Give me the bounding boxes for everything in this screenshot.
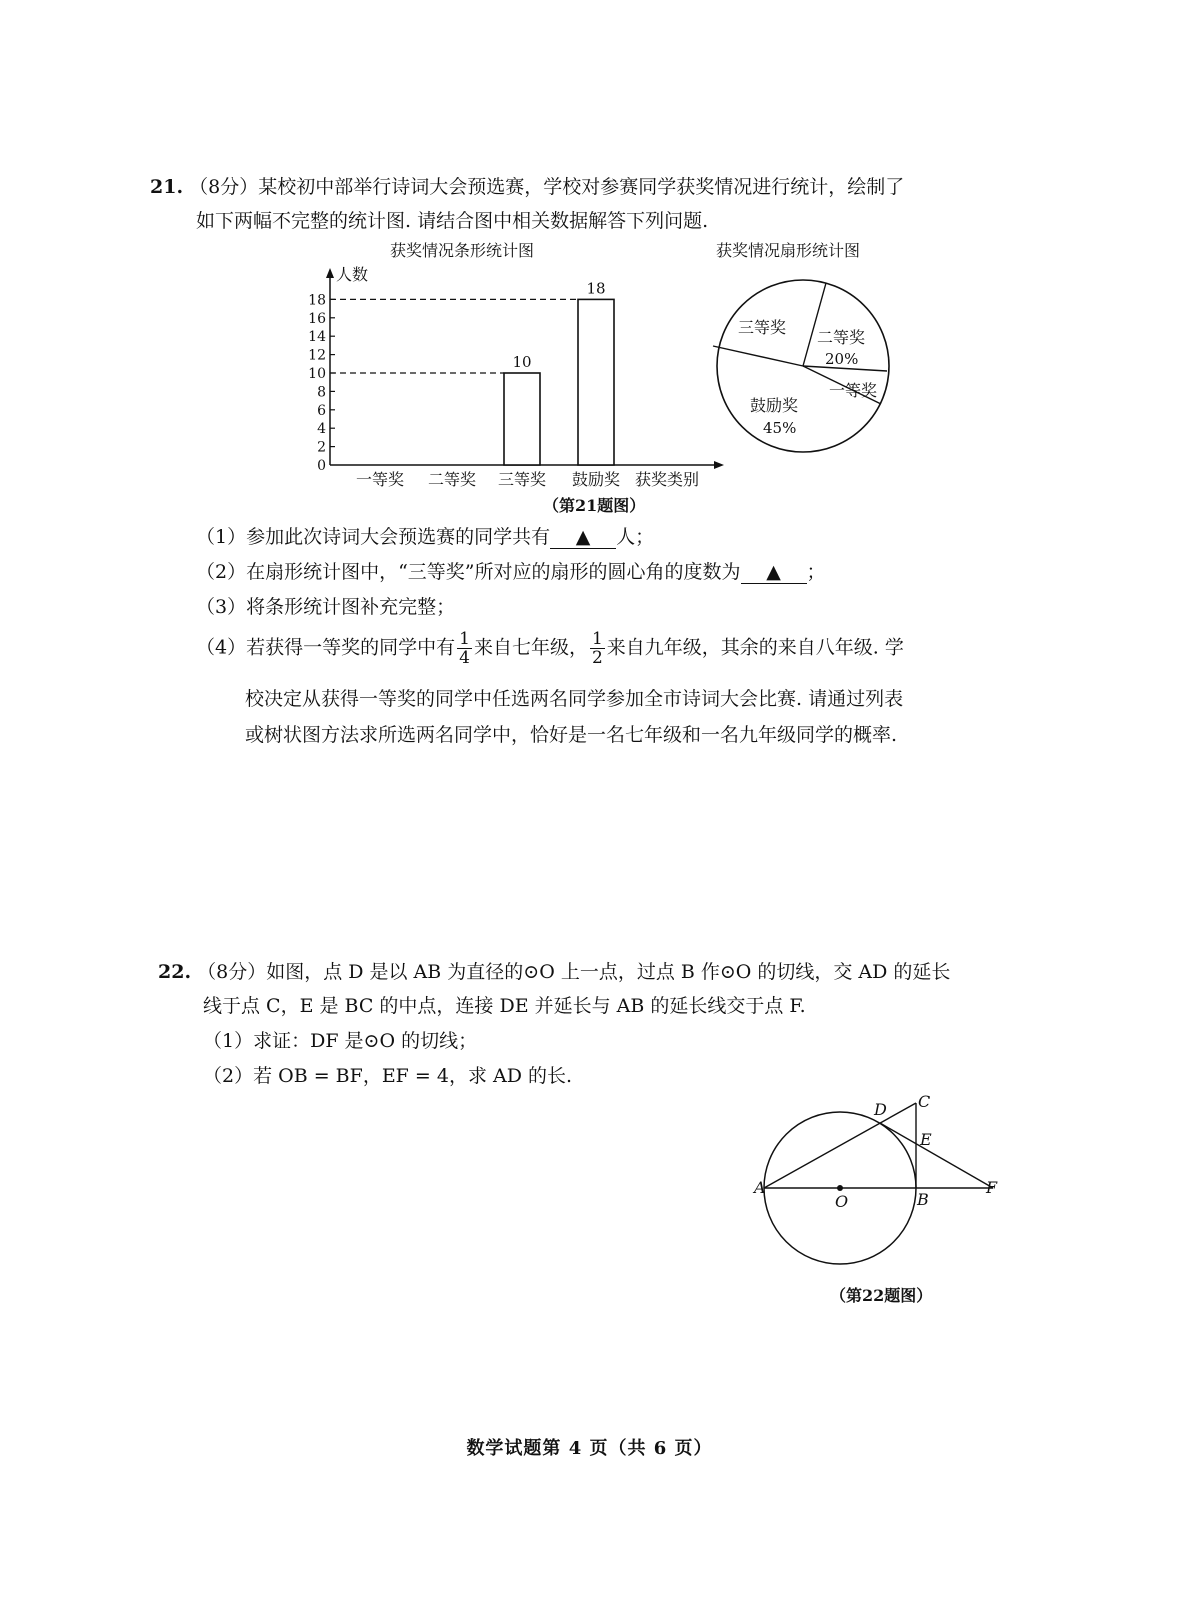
category-label: 三等奖: [497, 470, 547, 489]
q22-line1: 如图，点 D 是以 AB 为直径的⊙O 上一点，过点 B 作⊙O 的切线，交 AD 的延长: [266, 961, 951, 983]
geometry-figure: [750, 1085, 1010, 1285]
bar-鼓励奖: [578, 299, 614, 465]
y-tick-label: 6: [317, 402, 326, 419]
q21-sub4-label: （4）: [196, 636, 247, 659]
q22-sub1: [203, 1024, 477, 1058]
label-f: F: [986, 1178, 998, 1197]
fraction-one-half: $\frac{1}{2}$: [591, 629, 603, 668]
category-label: 鼓励奖: [571, 470, 621, 489]
q21-points: （8分）: [189, 176, 259, 198]
label-c: C: [918, 1092, 931, 1111]
pie-label-encourage: 鼓励奖: [750, 396, 799, 415]
y-tick-label: 16: [308, 310, 326, 327]
q21-sub2: [196, 555, 826, 589]
q22-figure-caption: （第22题图）: [830, 1286, 933, 1305]
q21-sub1-text: 参加此次诗词大会预选赛的同学共有: [246, 526, 551, 548]
q21-intro: [150, 170, 1020, 204]
bar-chart-yticks: [308, 292, 335, 474]
q21-sub4-text-a: 若获得一等奖的同学中有: [246, 636, 456, 659]
pie-pct-encourage: 45%: [763, 419, 797, 437]
y-tick-label: 10: [308, 366, 326, 382]
q22-sub1-label: （1）: [203, 1030, 254, 1052]
label-e: E: [920, 1130, 932, 1149]
q21-sub1-unit: 人；: [616, 526, 655, 548]
q21-intro-line2: 如下两幅不完整的统计图. 请结合图中相关数据解答下列问题.: [196, 210, 709, 232]
q21-figure-caption: （第21题图）: [543, 496, 646, 515]
category-label: 一等奖: [355, 470, 405, 489]
q21-sub3-text: 将条形统计图补充完整；: [246, 596, 456, 618]
y-tick-label: 14: [308, 329, 326, 346]
y-axis-label: 人数: [336, 265, 369, 284]
label-d: D: [874, 1100, 887, 1119]
y-tick-label: 18: [308, 292, 326, 309]
pie-chart-title: 获奖情况扇形统计图: [716, 241, 861, 260]
q21-sub2-text: 在扇形统计图中，“三等奖”所对应的扇形的圆心角的度数为: [246, 561, 741, 583]
bar-value-label: 10: [512, 353, 532, 371]
label-b: B: [917, 1190, 929, 1209]
y-tick-label: 12: [308, 347, 326, 364]
line-df: [880, 1123, 993, 1188]
q22-points: （8分）: [197, 961, 267, 983]
q21-sub4-text-b: 来自七年级，: [473, 636, 588, 659]
q21-sub1-blank: ▲: [550, 526, 616, 549]
pie-label-first: 一等奖: [829, 381, 878, 400]
bar-三等奖: [504, 373, 540, 465]
q21-sub4-line2: 校决定从获得一等奖的同学中任选两名同学参加全市诗词大会比赛. 请通过列表: [245, 688, 904, 710]
pie-chart: [705, 268, 905, 468]
bar-chart: [290, 260, 730, 500]
label-o: O: [835, 1192, 849, 1211]
bar-chart-bars: [330, 279, 614, 465]
bar-chart-categories: [356, 470, 620, 489]
q21-sub2-label: （2）: [196, 561, 247, 583]
line-ac: [764, 1103, 916, 1188]
q21-sub4-text-c: 来自九年级，其余的来自八年级. 学: [606, 636, 904, 659]
q21-sub4-line3: 或树状图方法求所选两名同学中，恰好是一名七年级和一名九年级同学的概率.: [245, 724, 898, 746]
q21-sub1: [196, 520, 654, 554]
point-o: [837, 1185, 843, 1191]
fraction-one-quarter: $\frac{1}{4}$: [459, 629, 470, 668]
q22-sub2-label: （2）: [203, 1065, 254, 1087]
q22-number: 22.: [158, 961, 192, 983]
label-a: A: [754, 1178, 766, 1197]
bar-chart-title: 获奖情况条形统计图: [390, 241, 535, 260]
x-axis-label: 获奖类别: [635, 470, 700, 489]
y-tick-label: 0: [317, 458, 326, 474]
y-tick-label: 8: [317, 384, 326, 401]
q22-sub1-text: 求证：DF 是⊙O 的切线；: [253, 1030, 478, 1052]
category-label: 二等奖: [427, 470, 477, 489]
q21-number: 21.: [150, 176, 184, 198]
y-tick-label: 4: [317, 421, 326, 438]
bar-value-label: 18: [586, 279, 606, 298]
q21-sub3: [196, 590, 455, 624]
pie-label-second: 二等奖: [817, 328, 866, 347]
y-axis-arrow: [326, 268, 334, 278]
q22-sub2: [203, 1059, 572, 1093]
q22-line2: 线于点 C，E 是 BC 的中点，连接 DE 并延长与 AB 的延长线交于点 F.: [203, 995, 806, 1017]
q21-sub1-label: （1）: [196, 526, 247, 548]
page-footer: 数学试题第 4 页（共 6 页）: [466, 1438, 713, 1459]
q21-sub2-end: ；: [806, 561, 826, 583]
q21-sub2-blank: ▲: [741, 561, 807, 584]
q22-sub2-text: 若 OB = BF，EF = 4，求 AD 的长.: [253, 1065, 573, 1087]
pie-divider-2: [713, 346, 803, 366]
q22-intro: [158, 955, 1028, 989]
pie-divider-1: [803, 283, 826, 366]
q21-sub4: [196, 630, 1016, 667]
y-tick-label: 2: [317, 439, 326, 456]
q21-sub3-label: （3）: [196, 596, 247, 618]
pie-pct-second: 20%: [825, 350, 859, 368]
q21-intro-line1: 某校初中部举行诗词大会预选赛，学校对参赛同学获奖情况进行统计，绘制了: [258, 176, 905, 198]
pie-label-third: 三等奖: [738, 318, 787, 337]
